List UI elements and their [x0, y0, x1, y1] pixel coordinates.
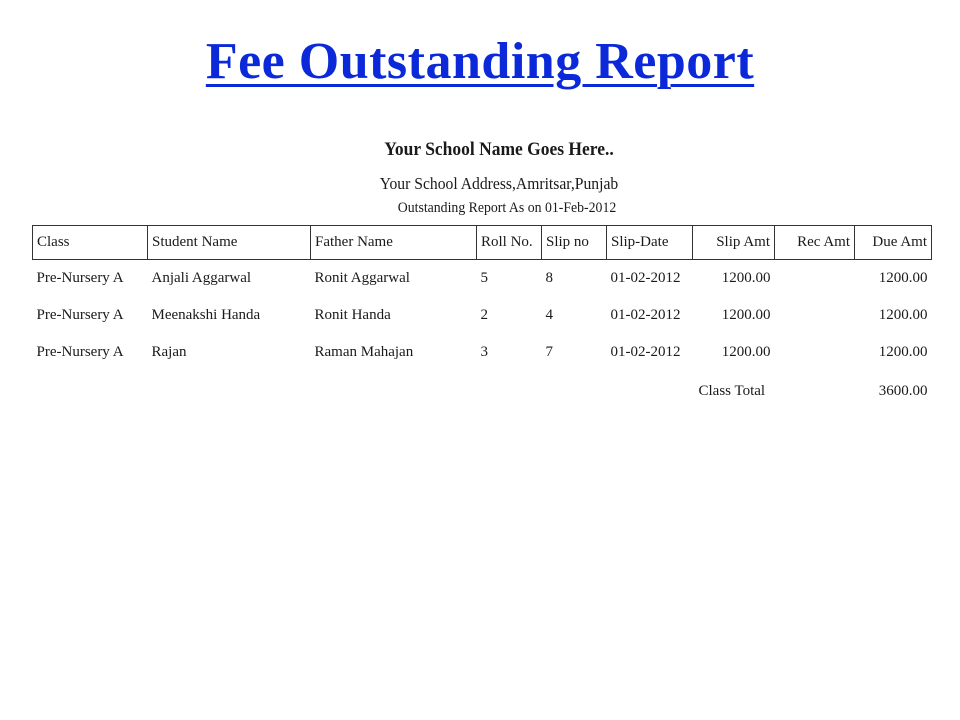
cell-due-amt: 1200.00 [878, 344, 928, 360]
cell-slip-date: 01-02-2012 [610, 344, 681, 360]
school-address: Your School Address,Amritsar,Punjab [379, 174, 619, 193]
cell-student-name: Rajan [151, 344, 187, 360]
class-total-row [33, 371, 932, 411]
cell-slip-amt: 1200.00 [721, 344, 771, 360]
cell-father-name: Raman Mahajan [314, 344, 414, 360]
cell-class: Pre-Nursery A [36, 344, 124, 360]
table-row [33, 297, 932, 334]
cell-father-name: Ronit Aggarwal [314, 270, 410, 286]
class-total-value: 3600.00 [878, 382, 928, 399]
cell-student-name: Anjali Aggarwal [151, 270, 252, 286]
cell-class: Pre-Nursery A [36, 307, 124, 323]
cell-slip-amt: 1200.00 [721, 307, 771, 323]
slide-title: Fee Outstanding Report [205, 33, 755, 90]
cell-due-amt: 1200.00 [878, 307, 928, 323]
column-header-slip-amt: Slip Amt [693, 226, 775, 260]
table-row [33, 260, 932, 298]
table-header-row [33, 226, 932, 260]
column-header-due-amt: Due Amt [855, 226, 932, 260]
cell-slip-date: 01-02-2012 [610, 270, 681, 286]
report-date: Outstanding Report As on 01-Feb-2012 [397, 200, 617, 216]
column-header-student-name: Student Name [148, 226, 311, 260]
cell-rec-amt [775, 297, 855, 334]
column-header-roll-no: Roll No. [477, 226, 542, 260]
table-row [33, 334, 932, 371]
cell-roll-no: 5 [480, 270, 488, 286]
column-header-slip-date: Slip-Date [607, 226, 693, 260]
cell-roll-no: 2 [480, 307, 488, 323]
cell-father-name: Ronit Handa [314, 307, 391, 323]
cell-rec-amt [775, 334, 855, 371]
cell-slip-no: 4 [545, 307, 553, 323]
cell-class: Pre-Nursery A [36, 270, 124, 286]
cell-student-name: Meenakshi Handa [151, 307, 261, 323]
column-header-father-name: Father Name [311, 226, 477, 260]
cell-slip-no: 8 [545, 270, 553, 286]
cell-rec-amt [775, 260, 855, 298]
cell-slip-amt: 1200.00 [721, 270, 771, 286]
cell-slip-date: 01-02-2012 [610, 307, 681, 323]
cell-slip-no: 7 [545, 344, 553, 360]
class-total-label: Class Total [698, 382, 766, 399]
cell-due-amt: 1200.00 [878, 270, 928, 286]
column-header-slip-no: Slip no [542, 226, 607, 260]
column-header-rec-amt: Rec Amt [775, 226, 855, 260]
report-document [32, 136, 932, 411]
fee-table [32, 225, 932, 411]
school-name: Your School Name Goes Here.. [384, 139, 614, 160]
column-header-class: Class [33, 226, 148, 260]
cell-roll-no: 3 [480, 344, 488, 360]
